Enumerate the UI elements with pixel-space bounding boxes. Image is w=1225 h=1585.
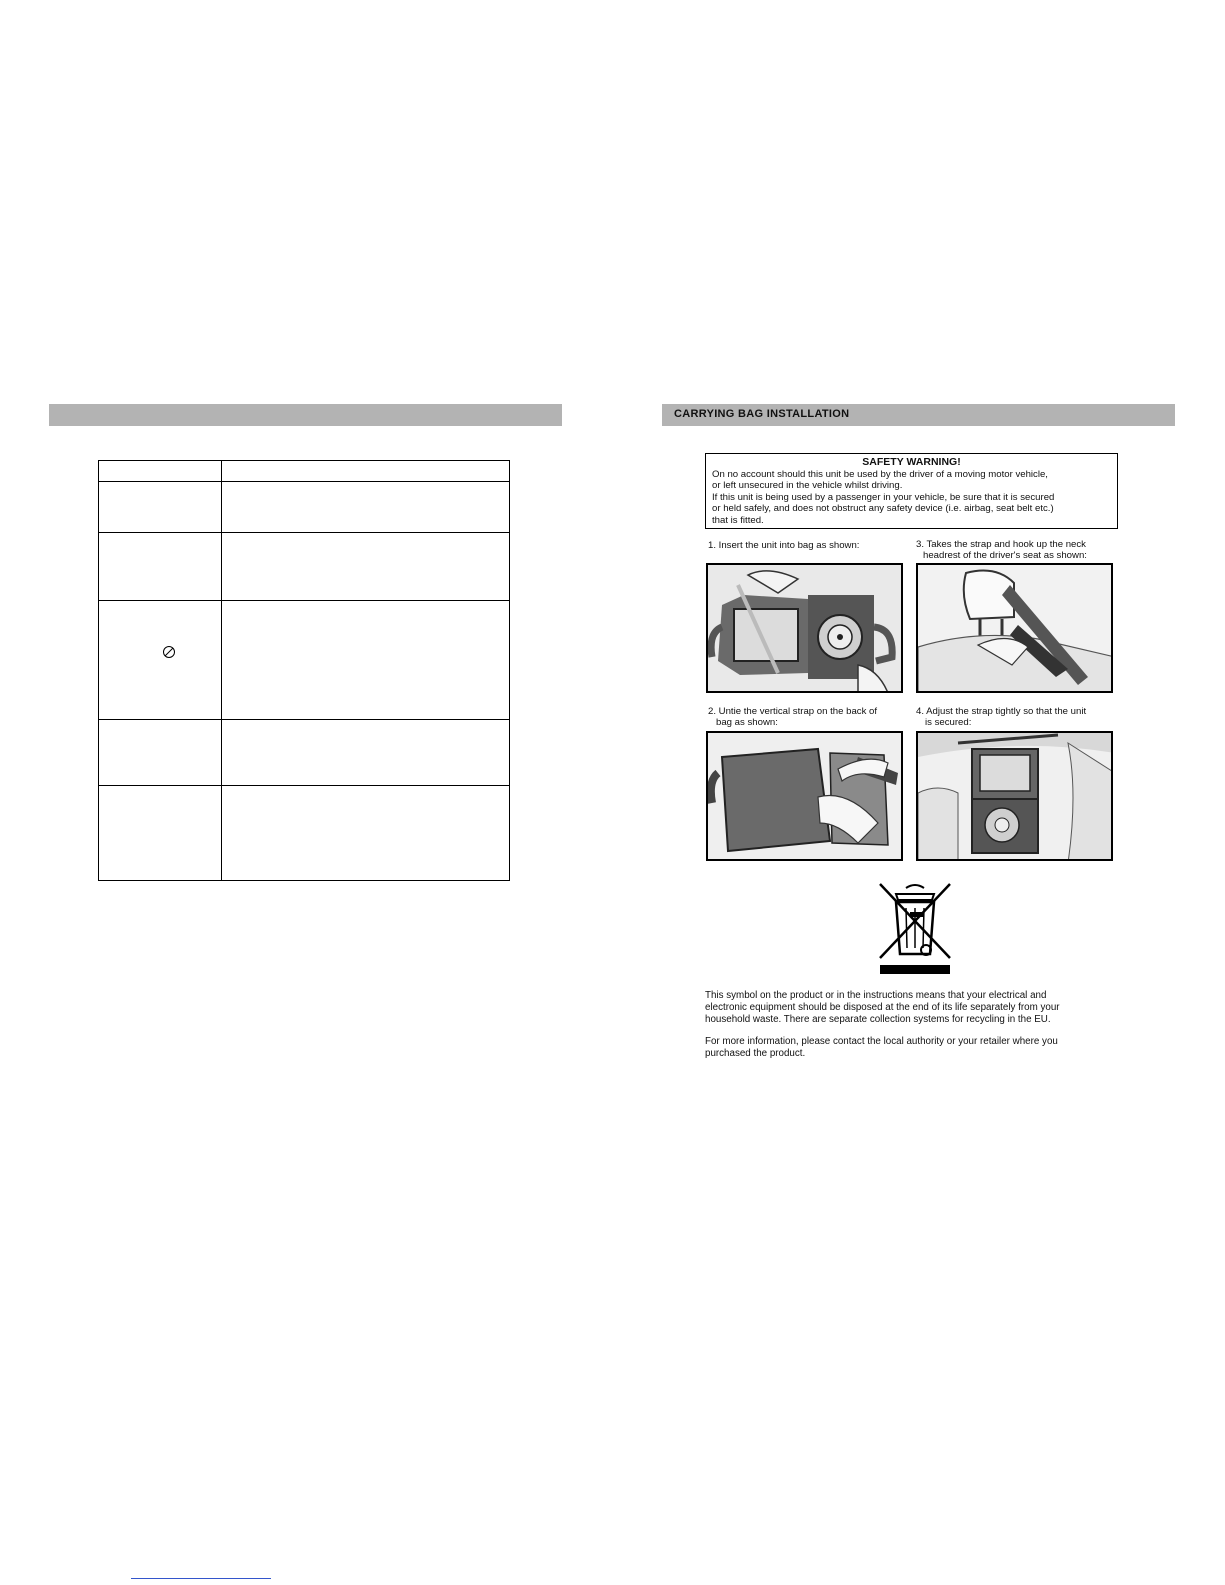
- table-row-divider: [99, 600, 509, 601]
- safety-warning-line: or left unsecured in the vehicle whilst driving.: [712, 480, 903, 491]
- safety-warning-line: On no account should this unit be used by the driver of a moving motor vehicle,: [712, 468, 1048, 480]
- step-1-caption-line: 1. Insert the unit into bag as shown:: [708, 540, 860, 551]
- disposal-paragraph: [705, 990, 1060, 1025]
- step-2-caption: [708, 706, 877, 728]
- disposal-line: This symbol on the product or in the instructions means that your electrical and: [705, 990, 1047, 1001]
- footer-link-underline: [131, 1578, 271, 1579]
- crossed-out-wheelie-bin-icon: [872, 880, 958, 980]
- step-1-caption: [708, 540, 859, 551]
- table-column-divider: [221, 461, 222, 880]
- step-3-illustration: [916, 563, 1113, 693]
- step-2-illustration: [706, 731, 903, 861]
- step-4-illustration: [916, 731, 1113, 861]
- safety-warning-line: or held safely, and does not obstruct any safety device (i.e. airbag, seat belt etc.): [712, 503, 1054, 514]
- disposal-line: electronic equipment should be disposed at the end of its life separately from your: [705, 1001, 1060, 1013]
- more-info-paragraph: [705, 1036, 1058, 1060]
- table-row-divider: [99, 719, 509, 720]
- more-info-line: For more information, please contact the local authority or your retailer where you: [705, 1036, 1058, 1047]
- table-row-divider: [99, 481, 509, 482]
- step-3-caption: [916, 539, 1087, 561]
- step-4-caption: [916, 706, 1086, 728]
- right-page-header-bar: [662, 404, 1175, 426]
- safety-warning-box: [705, 453, 1118, 529]
- left-page-header-bar: [49, 404, 562, 426]
- disposal-line: household waste. There are separate collection systems for recycling in the EU.: [705, 1013, 1051, 1025]
- step-3-caption-line: 3. Takes the strap and hook up the neck: [916, 539, 1086, 550]
- step-3-caption-line: headrest of the driver's seat as shown:: [923, 550, 1087, 561]
- table-row-divider: [99, 532, 509, 533]
- table-row-divider: [99, 785, 509, 786]
- step-4-caption-line: is secured:: [925, 717, 972, 728]
- circle-slash-icon: [161, 644, 177, 660]
- step-2-caption-line: 2. Untie the vertical strap on the back of: [708, 706, 878, 717]
- step-4-caption-line: 4. Adjust the strap tightly so that the unit: [916, 706, 1087, 717]
- step-1-illustration: [706, 563, 903, 693]
- spec-table: [98, 460, 510, 881]
- more-info-line: purchased the product.: [705, 1047, 806, 1059]
- safety-warning-line: If this unit is being used by a passenger in your vehicle, be sure that it is secured: [712, 491, 1055, 503]
- safety-warning-title: SAFETY WARNING!: [862, 456, 961, 468]
- right-page-header-title: CARRYING BAG INSTALLATION: [674, 408, 850, 420]
- step-2-caption-line: bag as shown:: [716, 717, 778, 728]
- safety-warning-line: that is fitted.: [712, 514, 764, 526]
